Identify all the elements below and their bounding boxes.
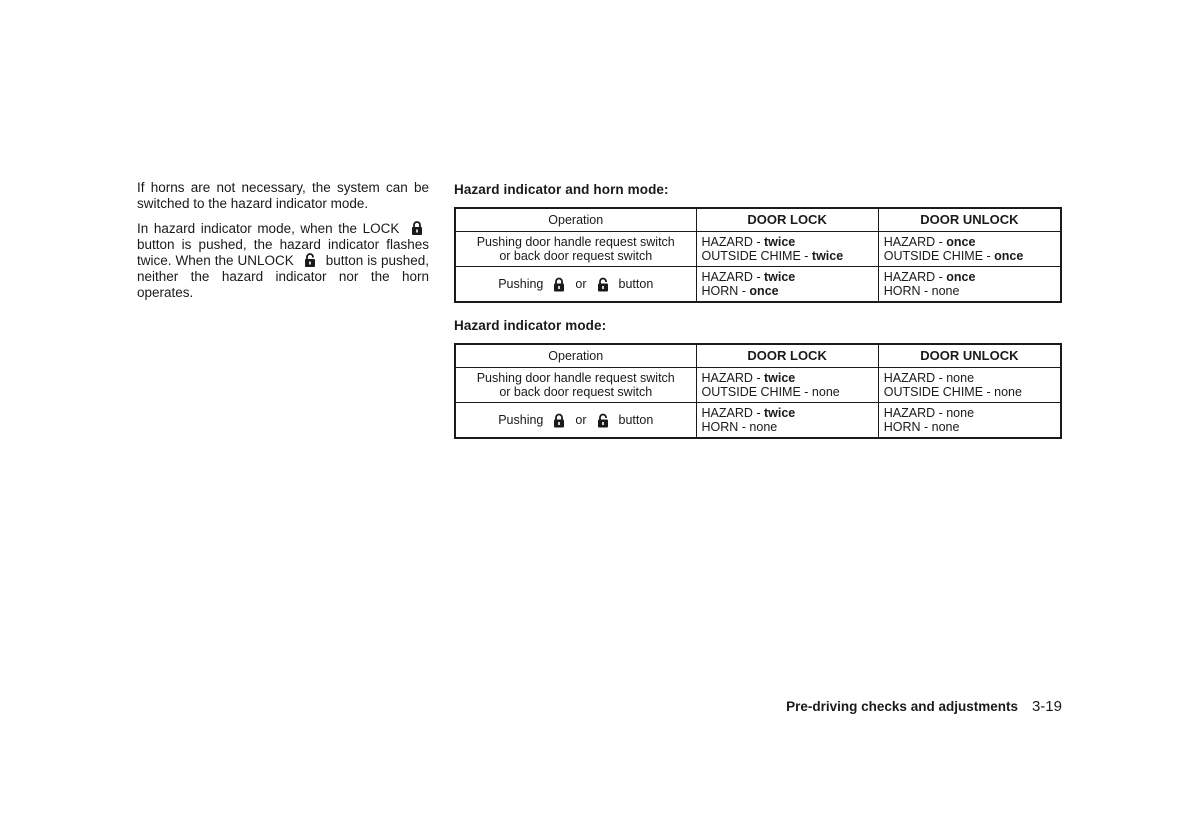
hazard-paragraph-part-b: button is pushed, the hazard indicator flashes twice. When the UNLOCK (137, 237, 429, 268)
door-lock-cell (696, 232, 878, 267)
result-label: HAZARD - (883, 235, 947, 249)
operation-line: or back door request switch (499, 249, 653, 263)
lock-icon (411, 221, 423, 235)
header-door-unlock: DOOR UNLOCK (878, 344, 1061, 368)
page-number: 3-19 (1031, 698, 1062, 715)
hazard-horn-mode-table (454, 207, 1062, 303)
table-header-row (455, 344, 1061, 368)
operation-or: or (575, 277, 587, 291)
header-door-lock: DOOR LOCK (696, 208, 878, 232)
result-value: twice (811, 249, 844, 263)
operation-line: or back door request switch (499, 385, 653, 399)
hazard-paragraph-part-a: In hazard indicator mode, when the LOCK (137, 221, 400, 236)
hazard-indicator-mode-table (454, 343, 1062, 439)
result-value: once (946, 235, 976, 249)
result-label: HAZARD - (883, 270, 947, 284)
door-unlock-cell (878, 232, 1061, 267)
door-lock-cell (696, 403, 878, 439)
result-value: once (749, 284, 779, 298)
result-text: OUTSIDE CHIME - none (883, 385, 1022, 399)
result-text: OUTSIDE CHIME - none (701, 385, 840, 399)
header-door-lock: DOOR LOCK (696, 344, 878, 368)
table-header-row (455, 208, 1061, 232)
result-text: HORN - none (883, 420, 960, 434)
operation-cell (455, 232, 696, 267)
table-row (455, 267, 1061, 303)
table-row (455, 403, 1061, 439)
operation-line: Pushing door handle request switch (476, 371, 675, 385)
left-column (137, 180, 429, 310)
header-door-unlock: DOOR UNLOCK (878, 208, 1061, 232)
result-value: twice (764, 406, 796, 420)
result-value: twice (764, 270, 796, 284)
result-label: OUTSIDE CHIME - (883, 249, 995, 263)
result-value: once (994, 249, 1024, 263)
lock-icon (553, 413, 565, 428)
operation-pushing: Pushing (498, 413, 544, 427)
lock-icon (553, 277, 565, 292)
hazard-mode-paragraph (137, 221, 429, 301)
result-label: HAZARD - (701, 270, 764, 284)
operation-line: Pushing door handle request switch (476, 235, 675, 249)
table-row (455, 232, 1061, 267)
operation-cell (455, 267, 696, 303)
hazard-paragraph-part-c: button is pushed, neither the hazard indicator nor the horn operates. (137, 253, 429, 300)
header-operation: Operation (455, 344, 696, 368)
operation-button: button (618, 413, 654, 427)
operation-or: or (575, 413, 587, 427)
result-value: twice (764, 235, 796, 249)
unlock-icon (597, 277, 609, 292)
page-footer (786, 698, 1062, 715)
result-label: HORN - (701, 284, 750, 298)
table1-title: Hazard indicator and horn mode: (454, 182, 669, 197)
result-label: HAZARD - (701, 235, 764, 249)
operation-cell (455, 403, 696, 439)
unlock-icon (597, 413, 609, 428)
result-label: HAZARD - (701, 406, 764, 420)
door-lock-cell (696, 368, 878, 403)
result-text: HAZARD - none (883, 406, 975, 420)
operation-cell (455, 368, 696, 403)
door-lock-cell (696, 267, 878, 303)
table2-title: Hazard indicator mode: (454, 318, 607, 333)
footer-section-title: Pre-driving checks and adjustments (786, 699, 1018, 714)
header-operation: Operation (455, 208, 696, 232)
result-text: HORN - none (883, 284, 960, 298)
door-unlock-cell (878, 368, 1061, 403)
result-text: HORN - none (701, 420, 778, 434)
operation-button: button (618, 277, 654, 291)
result-text: HAZARD - none (883, 371, 975, 385)
result-label: HAZARD - (701, 371, 764, 385)
unlock-icon (304, 253, 316, 267)
door-unlock-cell (878, 267, 1061, 303)
operation-pushing: Pushing (498, 277, 544, 291)
door-unlock-cell (878, 403, 1061, 439)
table-row (455, 368, 1061, 403)
result-value: twice (764, 371, 796, 385)
result-value: once (946, 270, 976, 284)
result-label: OUTSIDE CHIME - (701, 249, 812, 263)
intro-paragraph: If horns are not necessary, the system can be switched to the hazard indicator mode. (137, 180, 429, 211)
